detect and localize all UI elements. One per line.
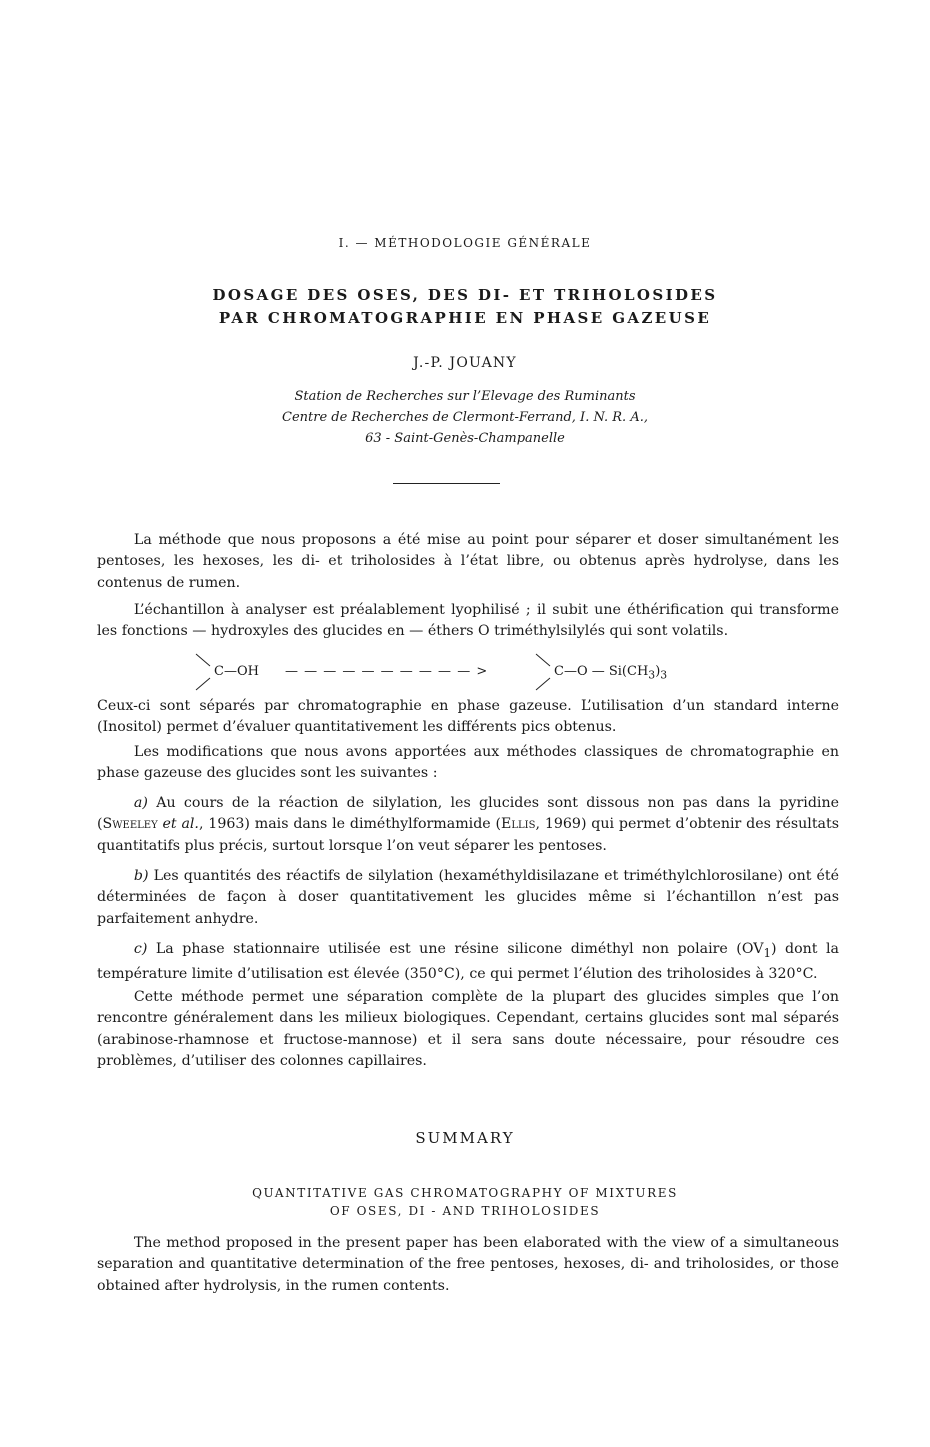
summary-heading: SUMMARY xyxy=(415,1129,515,1147)
citation-et-al: et al. xyxy=(162,816,199,833)
paragraph-item-c xyxy=(97,939,839,985)
paragraph-intro: La méthode que nous proposons a été mise au point pour séparer et doser simultanément les pentoses, les hexoses, les di- et triholosides à l’état libre, ou obtenus après hydrolyse, dans les contenus de rumen. xyxy=(97,532,839,591)
affiliation-line-2: Centre de Recherches de Clermont-Ferrand, I. N. R. A., xyxy=(282,410,648,425)
affiliation xyxy=(0,386,930,449)
paragraph-item-a xyxy=(97,793,839,857)
article-title-line-2: PAR CHROMATOGRAPHIE EN PHASE GAZEUSE xyxy=(218,309,712,327)
summary-title-line-1: QUANTITATIVE GAS CHROMATOGRAPHY OF MIXTURES xyxy=(252,1186,678,1200)
title-divider xyxy=(393,483,500,484)
item-c-label: c) xyxy=(133,941,148,957)
item-c-subscript: 1 xyxy=(763,945,771,960)
formula-product-main: C—O — Si(CH xyxy=(554,664,649,679)
item-a-text-2: , 1963) mais dans le diméthylformamide ( xyxy=(198,816,502,833)
item-c-text-2: ) dont la température limite d’utilisation est élevée (350°C), ce qui permet l’élution des triholosides à 320°C. xyxy=(97,941,839,983)
citation-ellis: Ellis xyxy=(501,816,536,833)
affiliation-line-1: Station de Recherches sur l’Elevage des Ruminants xyxy=(294,389,636,404)
summary-paragraph: The method proposed in the present paper has been elaborated with the view of a simultaneous separation and quantitative determination of the free pentoses, hexoses, di- and triholosides, or those obtained after hydrolysis, in the rumen contents. xyxy=(97,1235,839,1294)
item-b-label: b) xyxy=(133,868,149,884)
author-name: J.-P. JOUANY xyxy=(413,355,517,371)
paragraph-item-b xyxy=(97,866,839,930)
formula-product xyxy=(554,664,667,682)
paragraph-sample-prep: L’échantillon à analyser est préalablement lyophilisé ; il subit une éthérification qui transforme les fonctions — hydroxyles des glucides en — éthers O triméthylsilylés qui sont volatils. xyxy=(97,602,839,640)
formula-product-close: ) xyxy=(655,664,661,679)
reaction-formula xyxy=(195,652,795,694)
item-a-text-1: Au cours de la réaction de silylation, les glucides sont dissous non pas dans la pyridine ( xyxy=(97,795,839,833)
paragraph-modifications: Les modifications que nous avons apportées aux méthodes classiques de chromatographie en phase gazeuse des glucides sont les suivantes : xyxy=(97,744,839,782)
formula-product-subscript-2: 3 xyxy=(660,668,668,682)
summary-title-line-2: OF OSES, DI - AND TRIHOLOSIDES xyxy=(329,1204,601,1218)
item-b-text: Les quantités des réactifs de silylation (hexaméthyldisilazane et triméthylchlorosilane) ont été déterminées de façon à doser quantitativement les glucides même si l’échantillon n’est pas parfaitement anhydre. xyxy=(97,868,839,927)
affiliation-line-3: 63 - Saint-Genès-Champanelle xyxy=(365,431,565,446)
item-c-text-1: La phase stationnaire utilisée est une résine silicone diméthyl non polaire (OV xyxy=(155,941,764,957)
formula-product-subscript-1: 3 xyxy=(648,668,656,682)
article-title-line-1: DOSAGE DES OSES, DES DI- ET TRIHOLOSIDES xyxy=(212,286,718,304)
article-title xyxy=(0,284,930,330)
formula-arrow: — — — — — — — — — — > xyxy=(285,664,489,679)
paragraph-separation: Ceux-ci sont séparés par chromatographie en phase gazeuse. L’utilisation d’un standard interne (Inositol) permet d’évaluer quantitativement les différents pics obtenus. xyxy=(97,698,839,736)
summary-title xyxy=(0,1184,930,1220)
item-a-label: a) xyxy=(133,795,148,811)
citation-sweeley: Sweeley xyxy=(102,816,158,833)
item-a-text-3: , 1969) qui permet d’obtenir des résultats quantitatifs plus précis, surtout lorsque l’on veut séparer les pentoses. xyxy=(97,816,839,854)
formula-reactant: C—OH xyxy=(214,664,259,679)
paragraph-conclusion: Cette méthode permet une séparation complète de la plupart des glucides simples que l’on rencontre généralement dans les milieux biologiques. Cependant, certains glucides sont mal séparés (arabinose-rhamnose et fructose-mannose) et il sera sans doute nécessaire, pour résoudre ces problèmes, d’utiliser des colonnes capillaires. xyxy=(97,989,839,1069)
section-heading: I. — MÉTHODOLOGIE GÉNÉRALE xyxy=(338,236,592,250)
